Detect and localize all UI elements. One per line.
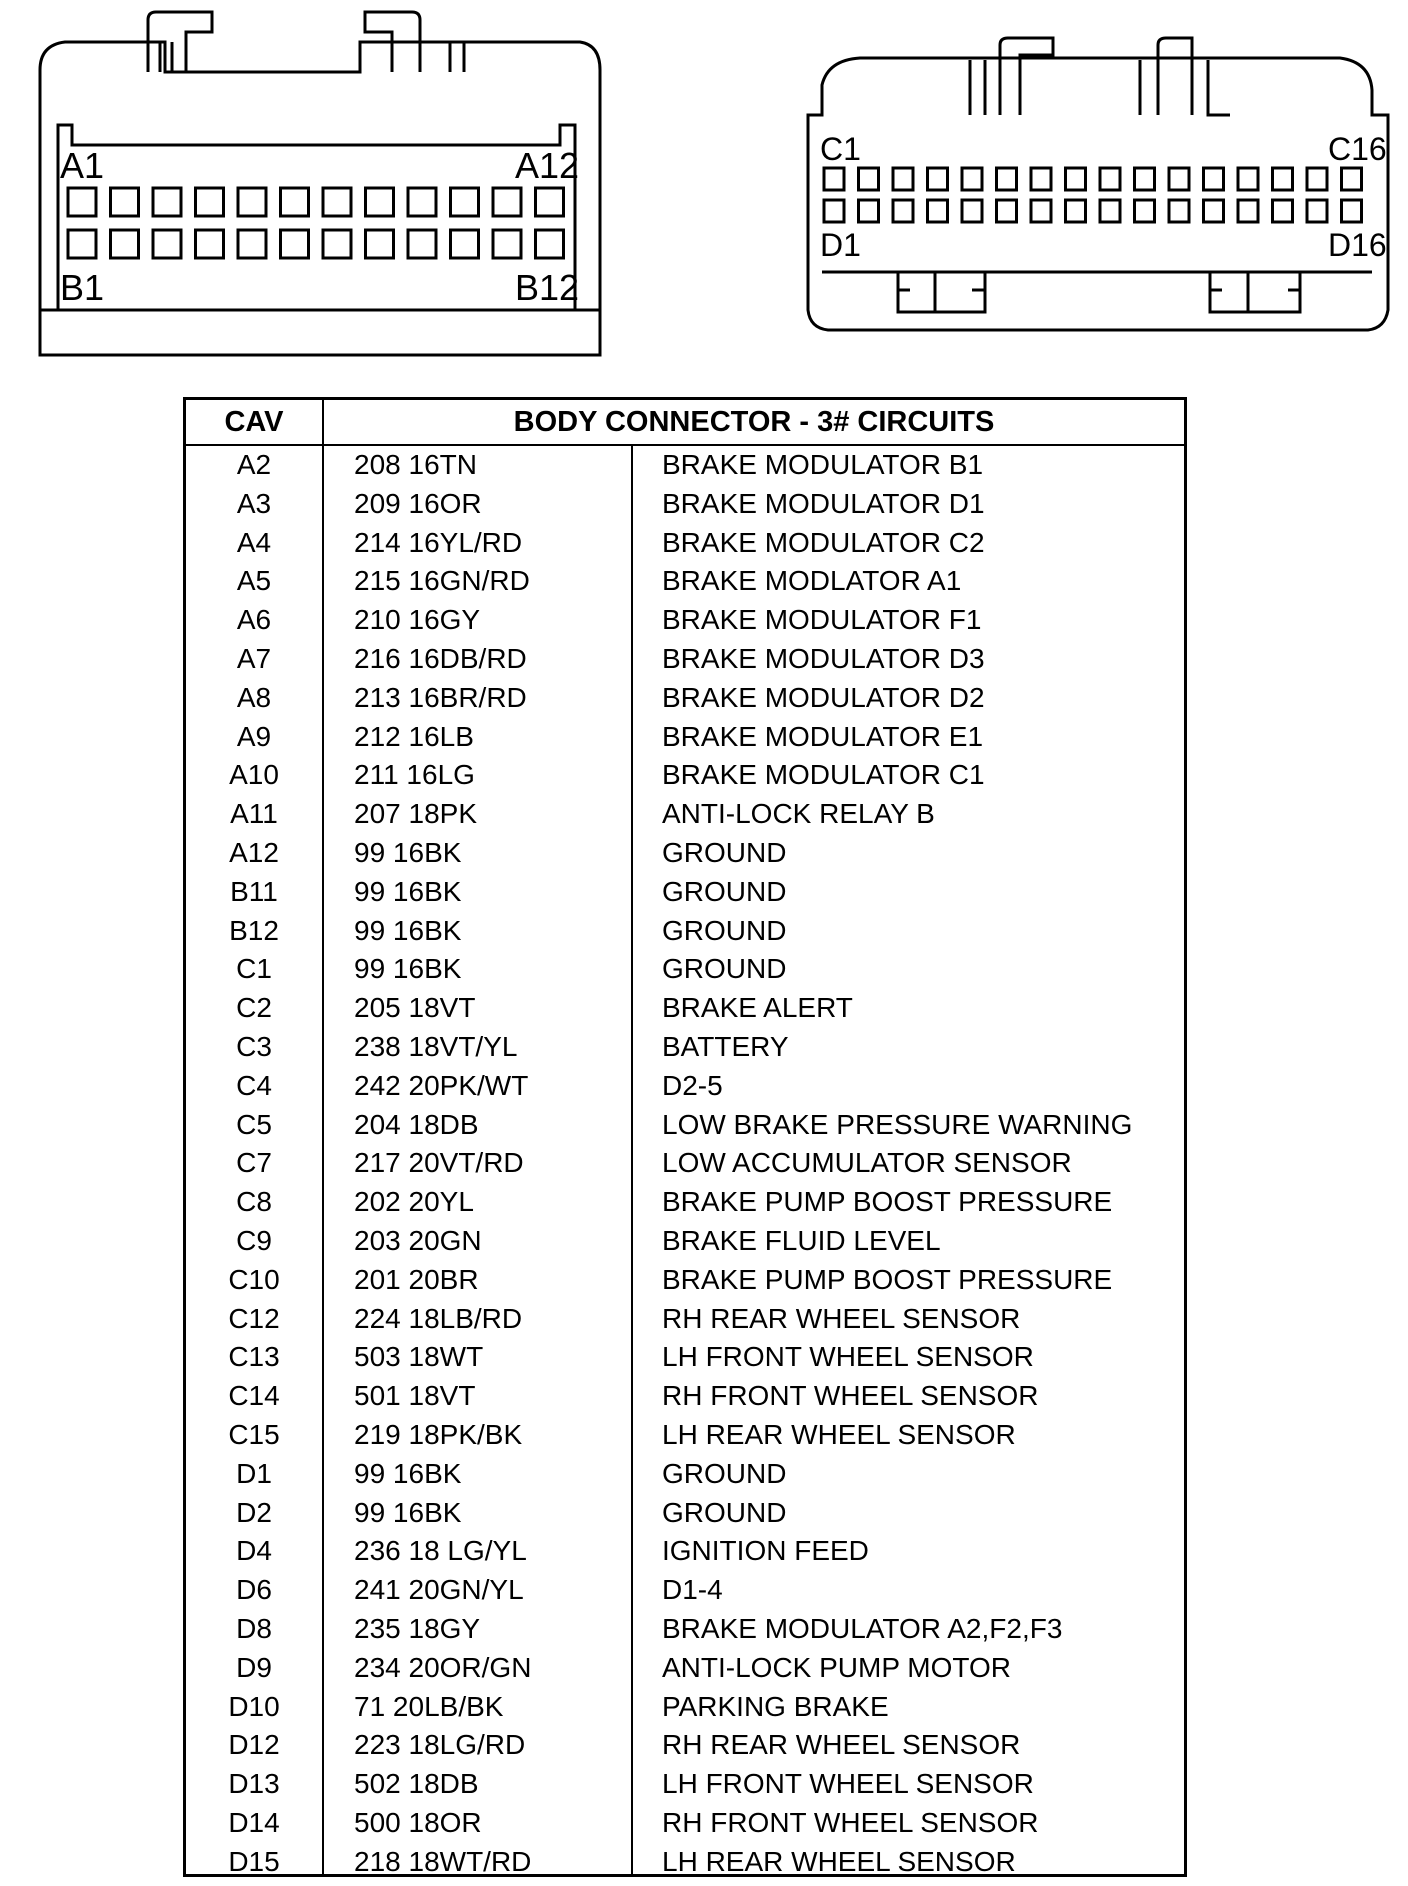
cd-pin-cavity [824,168,844,190]
cell-function: BRAKE PUMP BOOST PRESSURE [662,1186,1113,1218]
cell-function: BRAKE ALERT [662,992,853,1024]
cell-function: BRAKE FLUID LEVEL [662,1225,941,1256]
cd-pin-cavity [1273,168,1293,190]
cell-wire: 214 16YL/RD [354,526,523,558]
cell-wire: 235 18GY [354,1613,481,1644]
cell-wire: 224 18LB/RD [354,1302,523,1334]
cell-function: GROUND [662,1496,787,1528]
cell-function: LOW BRAKE PRESSURE WARNING [662,1108,1133,1140]
cd-pin-cavity [997,200,1017,222]
cd-pin-cavity [1238,200,1258,222]
cell-function: PARKING BRAKE [662,1690,889,1722]
cell-function: LOW ACCUMULATOR SENSOR [662,1147,1072,1179]
cd-pin-cavity [928,168,948,190]
cell-cav: C2 [236,992,272,1024]
cell-wire: 99 16BK [354,953,462,985]
cell-function: BRAKE MODULATOR E1 [662,720,984,752]
cell-function: BATTERY [662,1031,789,1062]
cd-pin-cavity [1169,168,1189,190]
ab-pin-cavity [196,230,224,258]
cell-function: BRAKE MODULATOR C2 [662,526,985,558]
table-row [186,989,1184,1028]
cd-pin-cavity [1169,200,1189,222]
table-row [186,912,1184,951]
cd-pin-cavity [1100,168,1120,190]
cd-pin-cavity [1307,168,1327,190]
table-row [186,679,1184,718]
cell-wire: 99 16BK [354,914,462,946]
ab-pin-cavity [323,230,351,258]
ab-pin-cavity [451,188,479,216]
cell-wire: 501 18VT [354,1380,476,1412]
table-row [186,873,1184,912]
cd-pin-cavity [962,168,982,190]
connector-c-d-diagram [808,38,1388,330]
header-body-connector: BODY CONNECTOR - 3# CIRCUITS [513,406,995,438]
cell-function: BRAKE MODULATOR D2 [662,681,985,713]
ab-pin-cavity [408,230,436,258]
cell-cav: D9 [236,1651,272,1683]
cell-cav: C4 [236,1069,272,1101]
cell-function: ANTI-LOCK PUMP MOTOR [662,1651,1012,1683]
ab-pin-cavity [536,230,564,258]
cd-pin-cavity [1204,168,1224,190]
cell-function: D2-5 [662,1069,723,1101]
pin-label-d16: D16 [1328,227,1387,263]
cell-cav: A5 [236,565,272,597]
cell-cav: D14 [228,1807,280,1838]
cell-wire: 99 16BK [354,875,462,907]
table-row [186,601,1184,640]
table-row [186,1300,1184,1339]
cell-function: LH REAR WHEEL SENSOR [662,1419,1016,1450]
cell-cav: A3 [236,487,272,519]
cell-function: BRAKE MODULATOR D3 [662,643,985,674]
cell-cav: A2 [236,449,272,480]
ab-pin-cavity [153,188,181,216]
table-row [186,1338,1184,1377]
cell-cav: C9 [236,1225,272,1256]
cell-wire: 217 20VT/RD [354,1147,524,1179]
ab-pin-cavity [281,230,309,258]
table-row [186,1726,1184,1765]
cell-cav: D6 [236,1574,272,1606]
cell-wire: 99 16BK [354,1496,462,1528]
table-row [186,1571,1184,1610]
table-row [186,1261,1184,1300]
table-row [186,1688,1184,1727]
cell-function: LH FRONT WHEEL SENSOR [662,1341,1034,1373]
cell-wire: 223 18LG/RD [354,1729,526,1761]
ab-pin-cavity [408,188,436,216]
ab-pin-cavity [111,230,139,258]
cell-wire: 212 16LB [354,720,474,752]
table-row [186,1028,1184,1067]
body-connector-table [183,397,1187,1877]
cell-wire: 219 18PK/BK [354,1419,523,1450]
cell-cav: B12 [229,914,279,946]
pin-label-b1: B1 [60,267,105,308]
cell-cav: D12 [228,1729,280,1761]
ab-pin-cavity [366,230,394,258]
table-row [186,1377,1184,1416]
cell-function: BRAKE MODLATOR A1 [662,565,962,597]
table-header [186,400,1184,446]
cell-cav: C8 [236,1186,272,1218]
ab-pin-cavity [196,188,224,216]
cell-cav: C5 [236,1108,272,1140]
table-row [186,1067,1184,1106]
cd-pin-cavity [859,168,879,190]
table-row [186,1649,1184,1688]
cell-function: GROUND [662,875,787,907]
cell-function: LH REAR WHEEL SENSOR [662,1845,1016,1877]
table-row [186,1843,1184,1882]
cell-wire: 241 20GN/YL [354,1574,524,1606]
connector-diagrams [0,0,1408,370]
cell-wire: 202 20YL [354,1186,474,1218]
cell-cav: D1 [236,1457,272,1489]
table-row [186,756,1184,795]
cell-wire: 210 16GY [354,604,481,636]
ab-pin-cavity [68,188,96,216]
cell-cav: D8 [236,1613,272,1644]
table-row [186,1804,1184,1843]
table-row [186,562,1184,601]
ab-pin-cavity [493,188,521,216]
cd-pin-cavity [1273,200,1293,222]
cell-function: GROUND [662,1457,787,1489]
cell-cav: D4 [236,1535,272,1567]
cell-wire: 99 16BK [354,1457,462,1489]
ab-pin-cavity [153,230,181,258]
table-row [186,718,1184,757]
cell-wire: 242 20PK/WT [354,1069,529,1101]
cell-function: ANTI-LOCK RELAY B [662,798,935,830]
cell-cav: C15 [228,1419,280,1450]
cell-function: GROUND [662,953,787,985]
cell-function: IGNITION FEED [662,1535,869,1567]
cell-cav: D13 [228,1768,280,1800]
cell-function: BRAKE MODULATOR F1 [662,604,982,636]
cd-pin-cavity [997,168,1017,190]
cd-pin-cavity [1342,168,1362,190]
cell-cav: A11 [230,798,278,830]
cell-function: RH REAR WHEEL SENSOR [662,1302,1021,1334]
cell-wire: 502 18DB [354,1768,479,1800]
cell-cav: C14 [228,1380,280,1412]
pin-label-c1: C1 [820,131,861,167]
ab-pin-cavity [536,188,564,216]
connector-c-d-pins [824,168,1362,222]
cell-function: D1-4 [662,1574,723,1606]
cd-pin-cavity [893,200,913,222]
table-row [186,950,1184,989]
cell-wire: 215 16GN/RD [354,565,530,597]
cell-wire: 99 16BK [354,837,462,868]
cell-function: GROUND [662,837,787,868]
header-cav: CAV [186,400,324,444]
cd-pin-cavity [1066,168,1086,190]
pin-label-c16: C16 [1328,131,1387,167]
pin-label-d1: D1 [820,227,861,263]
cell-cav: A8 [236,681,272,713]
cd-pin-cavity [1307,200,1327,222]
cell-cav: B11 [230,875,278,907]
cd-pin-cavity [1031,168,1051,190]
cell-wire: 207 18PK [354,798,477,830]
table-row [186,524,1184,563]
cell-wire: 234 20OR/GN [354,1651,532,1683]
cell-cav: C10 [228,1263,280,1295]
table-row [186,1610,1184,1649]
cell-cav: D2 [236,1496,272,1528]
cd-pin-cavity [1342,200,1362,222]
cell-function: BRAKE MODULATOR B1 [662,449,984,480]
cell-wire: 201 20BR [354,1263,479,1295]
cd-pin-cavity [1135,200,1155,222]
cell-function: BRAKE MODULATOR D1 [662,487,985,519]
ab-pin-cavity [111,188,139,216]
cell-function: BRAKE PUMP BOOST PRESSURE [662,1263,1113,1295]
cell-wire: 213 16BR/RD [354,681,527,713]
table-row [186,1106,1184,1145]
cd-pin-cavity [962,200,982,222]
cd-pin-cavity [1238,168,1258,190]
cell-function: RH FRONT WHEEL SENSOR [662,1807,1039,1838]
cell-cav: D15 [228,1845,280,1877]
cd-pin-cavity [1066,200,1086,222]
cell-function: GROUND [662,914,787,946]
cell-cav: C3 [236,1031,272,1062]
table-row [186,1765,1184,1804]
cell-cav: A6 [236,604,272,636]
cell-wire: 218 18WT/RD [354,1845,532,1877]
table-row [186,1183,1184,1222]
cell-cav: C13 [228,1341,280,1373]
cell-function: BRAKE MODULATOR C1 [662,759,985,791]
cd-pin-cavity [893,168,913,190]
table-row [186,446,1184,485]
connector-a-b-pins [68,188,564,258]
cd-pin-cavity [824,200,844,222]
cell-cav: A9 [236,720,272,752]
cd-pin-cavity [1100,200,1120,222]
cell-wire: 209 16OR [354,487,482,519]
ab-pin-cavity [238,230,266,258]
cell-function: RH FRONT WHEEL SENSOR [662,1380,1039,1412]
ab-pin-cavity [366,188,394,216]
cell-cav: C7 [236,1147,272,1179]
cell-function: BRAKE MODULATOR A2,F2,F3 [662,1613,1063,1644]
ab-pin-cavity [493,230,521,258]
cell-cav: C12 [228,1302,280,1334]
cell-wire: 205 18VT [354,992,476,1024]
table-row [186,1494,1184,1533]
ab-pin-cavity [281,188,309,216]
cell-function: LH FRONT WHEEL SENSOR [662,1768,1034,1800]
table-row [186,1455,1184,1494]
pin-label-a1: A1 [60,145,105,186]
cell-wire: 503 18WT [354,1341,484,1373]
cell-wire: 236 18 LG/YL [354,1535,527,1567]
cell-wire: 216 16DB/RD [354,643,527,674]
cell-wire: 238 18VT/YL [354,1031,518,1062]
table-row [186,485,1184,524]
cell-wire: 208 16TN [354,449,477,480]
ab-pin-cavity [323,188,351,216]
cell-cav: A10 [229,759,279,791]
cell-cav: D10 [228,1690,280,1722]
ab-pin-cavity [68,230,96,258]
cd-pin-cavity [928,200,948,222]
cd-pin-cavity [1204,200,1224,222]
cell-cav: A4 [236,526,272,558]
cell-wire: 203 20GN [354,1225,482,1256]
cell-cav: C1 [236,953,272,985]
table-row [186,1532,1184,1571]
cell-cav: A7 [236,643,272,674]
table-row [186,1144,1184,1183]
ab-pin-cavity [451,230,479,258]
cell-wire: 500 18OR [354,1807,482,1838]
cell-function: RH REAR WHEEL SENSOR [662,1729,1021,1761]
cell-wire: 204 18DB [354,1108,479,1140]
cell-cav: A12 [229,837,279,868]
cd-pin-cavity [859,200,879,222]
cd-pin-cavity [1031,200,1051,222]
ab-pin-cavity [238,188,266,216]
table-row [186,640,1184,679]
cd-pin-cavity [1135,168,1155,190]
pin-label-b12: B12 [515,267,580,308]
table-row [186,795,1184,834]
cell-wire: 211 16LG [354,759,475,791]
table-row [186,834,1184,873]
cell-wire: 71 20LB/BK [354,1690,504,1722]
pin-label-a12: A12 [515,145,580,186]
table-row [186,1416,1184,1455]
table-row [186,1222,1184,1261]
